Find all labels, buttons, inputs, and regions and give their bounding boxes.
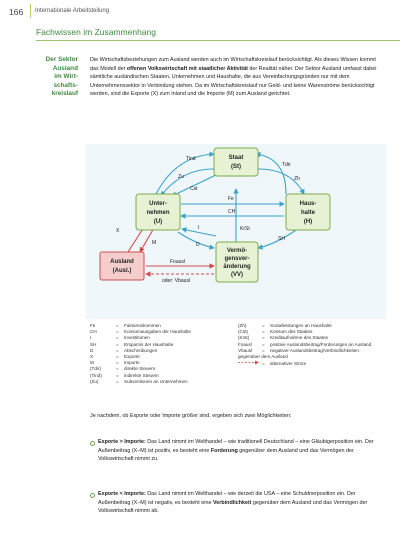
intro-text-1: Die Wirtschaftsbeziehungen zum Ausland werden auch im Wirtschaftskreislauf berücksichtigt. Als dieses Wissen kommt das Modell der bbox=[90, 57, 376, 72]
economic-circuit-diagram bbox=[86, 144, 386, 319]
legend-row: I = Investitionen bbox=[90, 335, 150, 341]
legend-key: Fe bbox=[90, 323, 96, 328]
legend-desc: Faktoreinkommen bbox=[124, 323, 161, 328]
bullet-bold-term: Forderung bbox=[210, 447, 238, 454]
legend-key: SH bbox=[90, 341, 97, 347]
legend-desc: Konsum des Staates bbox=[270, 329, 313, 335]
bullet-circle-icon bbox=[90, 493, 95, 498]
legend-row: M = Importe bbox=[90, 360, 140, 366]
label-sh: SH bbox=[278, 236, 285, 242]
legend-row: Vbausl = negativer Auslandsbeitrag/Verbindlichkeiten gegenüber dem Ausland bbox=[238, 347, 359, 360]
legend-row: X = Exporte bbox=[90, 354, 140, 360]
legend-key: (Zu) bbox=[90, 378, 99, 384]
node-ausland-line2: (Ausl.) bbox=[112, 268, 132, 274]
node-vermoegen bbox=[216, 242, 258, 282]
legend-key: (Tdir) bbox=[90, 366, 101, 372]
label-fo: Foausl bbox=[170, 259, 186, 265]
page-number: 166 bbox=[9, 7, 24, 17]
node-staat bbox=[214, 148, 258, 176]
node-ausland bbox=[100, 252, 144, 280]
legend-row: (Tind) = indirekte Steuern bbox=[90, 372, 159, 378]
legend-key: Foausl bbox=[238, 341, 252, 347]
side-heading: Der Sektor Ausland im Wirt- schafts- kreislauf bbox=[45, 56, 78, 98]
node-haushalte-line2: halte bbox=[300, 210, 316, 216]
bullet-bold-term: Verbindlichkeit bbox=[212, 499, 252, 506]
node-unternehmen-line1: Unter- bbox=[149, 201, 167, 207]
legend-row: (Cst) = Konsum des Staates bbox=[238, 329, 313, 335]
label-x: X bbox=[116, 228, 120, 234]
legend-key: (Zh) bbox=[238, 323, 247, 328]
legend-row: D = Abschreibungen bbox=[90, 347, 158, 353]
intro-text-2: der Realität näher. Der Sektor Ausland umfasst dabei sämtliche ausländischen Staaten, Unternehmen und Haushalte, die aus Vereinfachungsgründen nur mit dem Unternehmenssektor in Verbindung stehen. Da im Wirtschaftskreislauf nur Geld- und keine Warenströme berücksichtigt werden, sind die Exporte (X) zum Inland und die Importe (M) zum Ausland gerichtet. bbox=[90, 65, 377, 98]
legend-desc: Subventionen an Unternehmen bbox=[124, 378, 188, 384]
legend-row: Fe = Faktoreinkommen bbox=[90, 323, 161, 328]
legend-row: CH = Konsumausgaben der Haushalte bbox=[90, 329, 191, 335]
label-m: M bbox=[152, 240, 157, 246]
node-unternehmen-line2: nehmen bbox=[146, 210, 170, 216]
legend-desc: Exporte bbox=[124, 354, 140, 360]
bullet-bold-label: Exporte < Importe: bbox=[98, 491, 146, 497]
label-tind: Tind bbox=[186, 156, 196, 162]
node-vermoegen-line1: Vermö- bbox=[226, 248, 248, 254]
legend-desc: direkte Steuern bbox=[124, 366, 156, 372]
legend-desc: Importe bbox=[124, 360, 140, 366]
legend-desc: Investitionen bbox=[124, 335, 150, 341]
legend-row: (Tdir) = direkte Steuern bbox=[90, 366, 156, 372]
node-ausland-line1: Ausland bbox=[110, 259, 134, 265]
legend-row: (Zu) = Subventionen an Unternehmen bbox=[90, 378, 188, 384]
legend-right-column bbox=[238, 323, 380, 367]
legend-key: M bbox=[90, 360, 94, 366]
node-vermoegen-line2: gensver- bbox=[224, 256, 250, 262]
label-tdir: Tdir bbox=[282, 162, 291, 168]
legend-row: = alternativer Strom bbox=[238, 360, 380, 367]
dashed-arrow-icon bbox=[238, 360, 262, 367]
transition-paragraph: Je nachdem, ob Exporte oder Importe größer sind, ergeben sich zwei Möglichkeiten: bbox=[90, 413, 292, 419]
label-vb: oder: Vbausl bbox=[162, 278, 191, 284]
legend-key: (Krst) bbox=[238, 335, 250, 341]
node-haushalte-line1: Haus- bbox=[299, 201, 317, 207]
legend-desc: alternativer Strom bbox=[270, 361, 307, 367]
legend-key: X bbox=[90, 354, 94, 360]
label-zu: Zu bbox=[178, 174, 184, 180]
node-staat-line2: (St) bbox=[231, 164, 241, 170]
legend-desc: Abschreibungen bbox=[124, 347, 158, 353]
bullet-bold-label: Exporte > Importe: bbox=[98, 439, 146, 445]
legend-row: Foausl = positive Auslandsbeitrag/Forderungen an Ausland bbox=[238, 341, 372, 347]
chapter-title: Internationale Arbeitsteilung bbox=[35, 8, 110, 14]
node-unternehmen-line3: (U) bbox=[153, 219, 163, 225]
legend-key: (Cst) bbox=[238, 329, 248, 335]
node-haushalte bbox=[286, 194, 330, 230]
label-i: I bbox=[198, 225, 200, 231]
legend-row: (Zh) = Sozialleistungen an Haushalte bbox=[238, 323, 332, 328]
bullet-text: Das Land nimmt im Welthandel – wie derzeit die USA – eine Schuldnerposition ein. Der Außenbeitrag (X–M) ist negativ, es besteht eine bbox=[98, 491, 356, 506]
legend-left-column bbox=[90, 323, 191, 385]
intro-bold: offenen Volkswirtschaft mit staatlicher Aktivität bbox=[126, 65, 248, 72]
label-ch: CH bbox=[228, 209, 236, 215]
bullet-text: Das Land nimmt im Welthandel – wie traditionell Deutschland – eine Gläubigerposition ein. Der Außenbeitrag (X–M) ist positiv, es besteht eine bbox=[98, 439, 374, 454]
legend-row: SH = Ersparnis der Haushalte bbox=[90, 341, 174, 347]
label-fe: Fe bbox=[228, 196, 234, 202]
legend-row: (Krst) = Kreditaufnahme des Staates bbox=[238, 335, 328, 341]
legend-desc: Sozialleistungen an Haushalte bbox=[270, 323, 332, 328]
bullet-text: gegenüber dem Ausland und das Vermögen der Volkswirtschaft nimmt ab. bbox=[98, 499, 368, 515]
legend-desc: Kreditaufnahme des Staates bbox=[270, 335, 328, 341]
bullet-item bbox=[90, 490, 384, 516]
section-title: Fachwissen im Zusammenhang bbox=[36, 27, 156, 37]
legend-desc: indirekte Steuern bbox=[124, 372, 159, 378]
legend-key: D bbox=[90, 347, 94, 353]
label-d: D bbox=[196, 242, 200, 248]
label-kr: KrSt bbox=[240, 226, 250, 232]
page-header bbox=[0, 0, 400, 22]
intro-paragraph bbox=[90, 56, 384, 99]
legend-desc: positive Auslandsbeitrag/Forderungen an Ausland bbox=[270, 341, 372, 347]
legend-desc: Ersparnis der Haushalte bbox=[124, 341, 174, 347]
bullet-item bbox=[90, 438, 384, 464]
node-vermoegen-line3: änderung bbox=[223, 264, 251, 270]
bullet-text: gegenüber dem Ausland und das Vermögen der Volkswirtschaft nimmt zu. bbox=[98, 447, 354, 463]
label-cst: Cst bbox=[190, 186, 198, 192]
node-staat-line1: Staat bbox=[228, 155, 244, 161]
legend-desc: Konsumausgaben der Haushalte bbox=[124, 329, 191, 335]
legend-desc: negativer Auslandsbeitrag/Verbindlichkeiten gegenüber dem Ausland bbox=[238, 347, 359, 360]
section-divider bbox=[36, 40, 400, 41]
node-vermoegen-line4: (VV) bbox=[231, 272, 243, 278]
legend-key: I bbox=[90, 335, 92, 341]
node-unternehmen bbox=[136, 194, 180, 230]
header-divider bbox=[30, 4, 31, 18]
label-zh: Zh bbox=[294, 176, 300, 182]
legend-key: (Tind) bbox=[90, 372, 102, 378]
legend-key: CH bbox=[90, 329, 97, 335]
bullet-circle-icon bbox=[90, 441, 95, 446]
legend-key: Vbausl bbox=[238, 347, 253, 353]
node-haushalte-line3: (H) bbox=[303, 219, 313, 225]
